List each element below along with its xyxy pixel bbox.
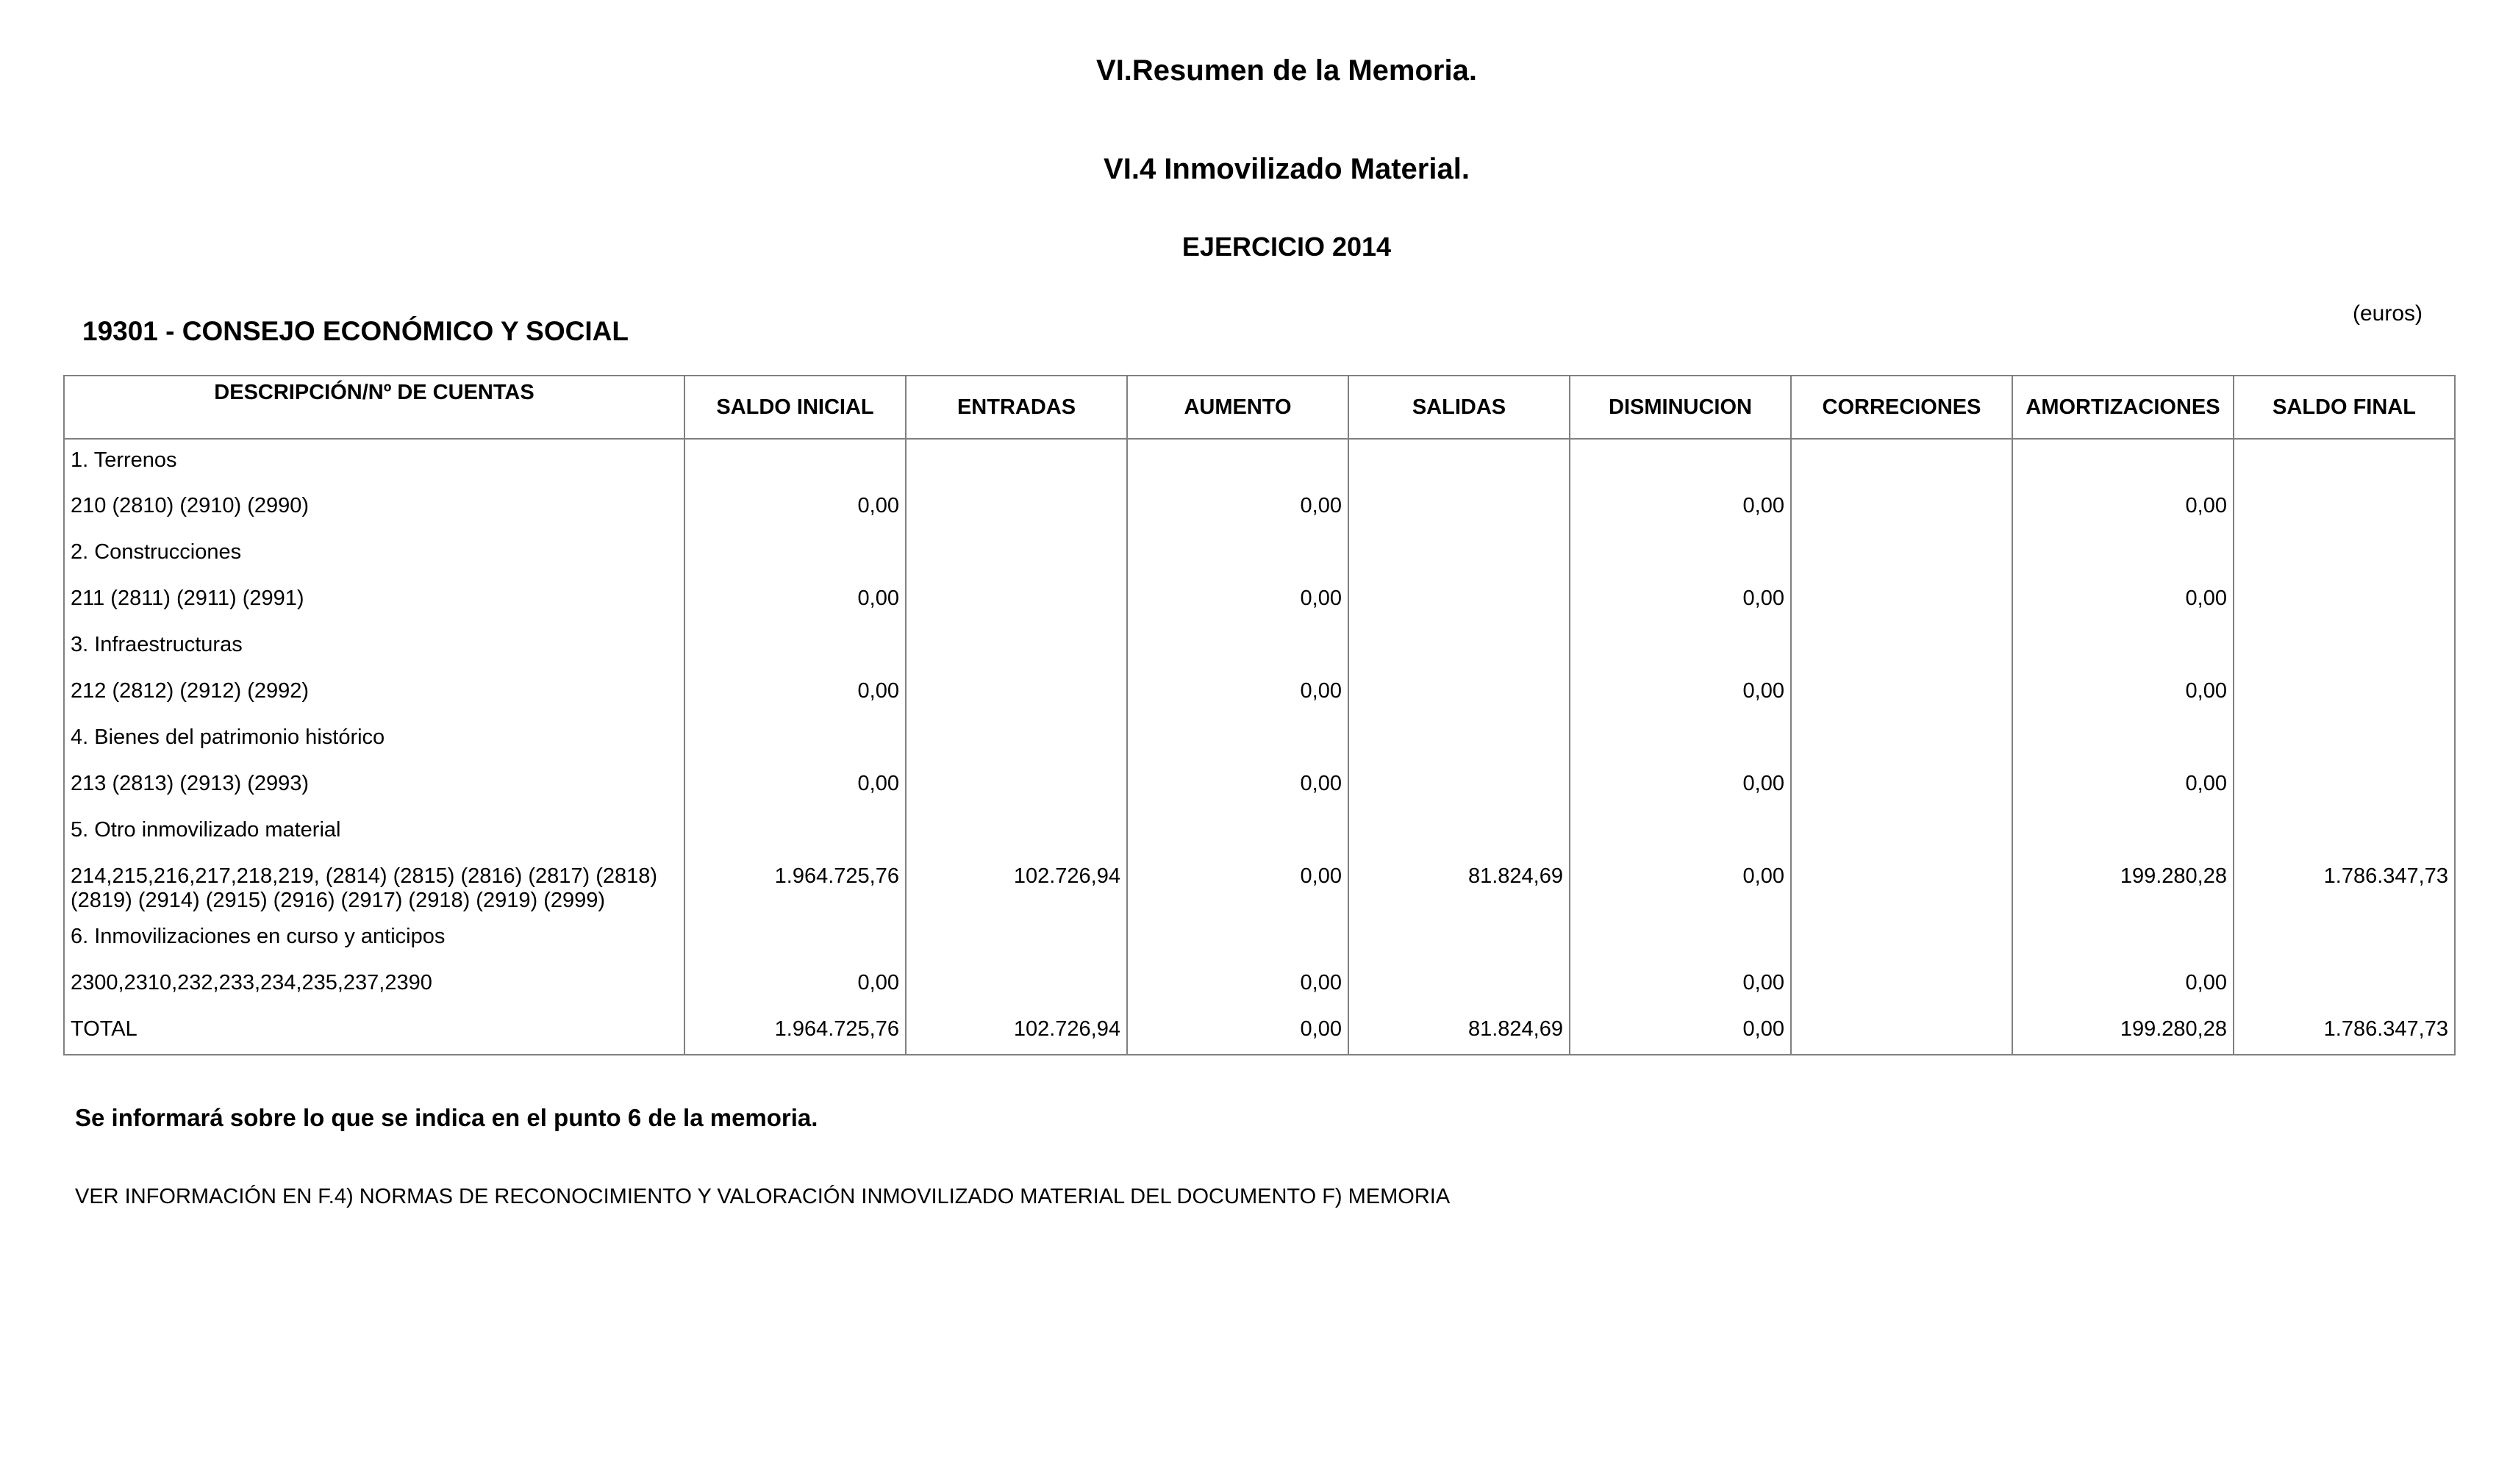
cell-saldo-inicial: 0,00 bbox=[684, 763, 906, 809]
table-row bbox=[64, 1008, 2455, 1055]
cell-disminucion: 0,00 bbox=[1570, 670, 1791, 717]
cell-correciones bbox=[1791, 670, 2012, 717]
header-salidas: SALIDAS bbox=[1348, 376, 1570, 439]
cell-salidas bbox=[1348, 578, 1570, 624]
cell-entradas bbox=[906, 531, 1127, 578]
cell-salidas bbox=[1348, 531, 1570, 578]
cell-saldo-inicial bbox=[684, 624, 906, 670]
header-correciones: CORRECIONES bbox=[1791, 376, 2012, 439]
cell-saldo-final bbox=[2234, 531, 2455, 578]
cell-disminucion bbox=[1570, 717, 1791, 763]
cell-saldo-inicial: 0,00 bbox=[684, 485, 906, 531]
cell-disminucion: 0,00 bbox=[1570, 856, 1791, 916]
cell-saldo-inicial bbox=[684, 439, 906, 485]
cell-desc: 1. Terrenos bbox=[64, 439, 684, 485]
cell-amortizaciones bbox=[2012, 439, 2234, 485]
cell-aumento: 0,00 bbox=[1127, 763, 1348, 809]
cell-aumento: 0,00 bbox=[1127, 856, 1348, 916]
cell-correciones bbox=[1791, 1008, 2012, 1055]
header-saldo-inicial: SALDO INICIAL bbox=[684, 376, 906, 439]
cell-saldo-final: 1.786.347,73 bbox=[2234, 856, 2455, 916]
cell-saldo-inicial: 0,00 bbox=[684, 670, 906, 717]
cell-disminucion bbox=[1570, 916, 1791, 962]
cell-amortizaciones bbox=[2012, 916, 2234, 962]
cell-entradas bbox=[906, 717, 1127, 763]
cell-entradas bbox=[906, 809, 1127, 856]
table-row bbox=[64, 809, 2455, 856]
cell-aumento bbox=[1127, 439, 1348, 485]
cell-saldo-inicial bbox=[684, 717, 906, 763]
cell-amortizaciones bbox=[2012, 717, 2234, 763]
table-row bbox=[64, 485, 2455, 531]
cell-correciones bbox=[1791, 962, 2012, 1008]
cell-amortizaciones: 0,00 bbox=[2012, 578, 2234, 624]
cell-salidas bbox=[1348, 809, 1570, 856]
cell-salidas bbox=[1348, 670, 1570, 717]
header-aumento: AUMENTO bbox=[1127, 376, 1348, 439]
cell-salidas bbox=[1348, 485, 1570, 531]
cell-saldo-inicial bbox=[684, 809, 906, 856]
cell-disminucion: 0,00 bbox=[1570, 763, 1791, 809]
cell-aumento: 0,00 bbox=[1127, 578, 1348, 624]
cell-desc: 3. Infraestructuras bbox=[64, 624, 684, 670]
table-row bbox=[64, 439, 2455, 485]
table-row bbox=[64, 856, 2455, 916]
cell-saldo-final bbox=[2234, 670, 2455, 717]
cell-saldo-inicial: 1.964.725,76 bbox=[684, 856, 906, 916]
cell-desc: 4. Bienes del patrimonio histórico bbox=[64, 717, 684, 763]
cell-amortizaciones: 199.280,28 bbox=[2012, 856, 2234, 916]
cell-saldo-inicial bbox=[684, 916, 906, 962]
cell-entradas bbox=[906, 578, 1127, 624]
cell-saldo-final bbox=[2234, 916, 2455, 962]
cell-desc: 211 (2811) (2911) (2991) bbox=[64, 578, 684, 624]
cell-entradas bbox=[906, 670, 1127, 717]
cell-disminucion bbox=[1570, 809, 1791, 856]
cell-salidas: 81.824,69 bbox=[1348, 856, 1570, 916]
cell-entradas bbox=[906, 763, 1127, 809]
cell-disminucion bbox=[1570, 531, 1791, 578]
cell-saldo-inicial: 0,00 bbox=[684, 578, 906, 624]
cell-amortizaciones: 0,00 bbox=[2012, 763, 2234, 809]
cell-amortizaciones: 0,00 bbox=[2012, 670, 2234, 717]
cell-entradas bbox=[906, 916, 1127, 962]
cell-amortizaciones: 0,00 bbox=[2012, 485, 2234, 531]
cell-aumento: 0,00 bbox=[1127, 962, 1348, 1008]
cell-saldo-final bbox=[2234, 624, 2455, 670]
cell-entradas: 102.726,94 bbox=[906, 856, 1127, 916]
cell-aumento bbox=[1127, 717, 1348, 763]
cell-disminucion: 0,00 bbox=[1570, 1008, 1791, 1055]
header-disminucion: DISMINUCION bbox=[1570, 376, 1791, 439]
currency-units: (euros) bbox=[2353, 301, 2423, 326]
table-row bbox=[64, 962, 2455, 1008]
cell-salidas: 81.824,69 bbox=[1348, 1008, 1570, 1055]
cell-saldo-final bbox=[2234, 962, 2455, 1008]
cell-desc: TOTAL bbox=[64, 1008, 684, 1055]
table-row bbox=[64, 624, 2455, 670]
cell-correciones bbox=[1791, 578, 2012, 624]
cell-aumento bbox=[1127, 916, 1348, 962]
cell-salidas bbox=[1348, 717, 1570, 763]
cell-correciones bbox=[1791, 439, 2012, 485]
cell-disminucion bbox=[1570, 624, 1791, 670]
table-row bbox=[64, 763, 2455, 809]
cell-saldo-final bbox=[2234, 717, 2455, 763]
cell-desc: 210 (2810) (2910) (2990) bbox=[64, 485, 684, 531]
cell-aumento bbox=[1127, 531, 1348, 578]
cell-disminucion: 0,00 bbox=[1570, 578, 1791, 624]
cell-desc: 214,215,216,217,218,219, (2814) (2815) (2816) (2817) (2818) (2819) (2914) (2915) (2916) (2917) (2918) (2919) (2999) bbox=[64, 856, 684, 916]
cell-salidas bbox=[1348, 624, 1570, 670]
cell-saldo-final bbox=[2234, 578, 2455, 624]
cell-amortizaciones: 0,00 bbox=[2012, 962, 2234, 1008]
cell-disminucion: 0,00 bbox=[1570, 485, 1791, 531]
cell-aumento bbox=[1127, 809, 1348, 856]
cell-salidas bbox=[1348, 763, 1570, 809]
cell-saldo-final: 1.786.347,73 bbox=[2234, 1008, 2455, 1055]
fiscal-year: EJERCICIO 2014 bbox=[1181, 232, 1392, 262]
cell-saldo-final bbox=[2234, 809, 2455, 856]
cell-desc: 213 (2813) (2913) (2993) bbox=[64, 763, 684, 809]
cell-saldo-final bbox=[2234, 439, 2455, 485]
cell-aumento: 0,00 bbox=[1127, 485, 1348, 531]
table-header-row bbox=[64, 376, 2455, 439]
cell-amortizaciones bbox=[2012, 624, 2234, 670]
cell-entradas bbox=[906, 439, 1127, 485]
header-amortizaciones: AMORTIZACIONES bbox=[2012, 376, 2234, 439]
cell-aumento: 0,00 bbox=[1127, 670, 1348, 717]
header-saldo-final: SALDO FINAL bbox=[2234, 376, 2455, 439]
cell-correciones bbox=[1791, 624, 2012, 670]
cell-amortizaciones: 199.280,28 bbox=[2012, 1008, 2234, 1055]
cell-saldo-final bbox=[2234, 485, 2455, 531]
cell-correciones bbox=[1791, 856, 2012, 916]
table-row bbox=[64, 578, 2455, 624]
cell-correciones bbox=[1791, 809, 2012, 856]
cell-correciones bbox=[1791, 717, 2012, 763]
cell-entradas bbox=[906, 624, 1127, 670]
section-title: VI.4 Inmovilizado Material. bbox=[1104, 153, 1470, 185]
cell-aumento: 0,00 bbox=[1127, 1008, 1348, 1055]
table-row bbox=[64, 670, 2455, 717]
reference-note: VER INFORMACIÓN EN F.4) NORMAS DE RECONOCIMIENTO Y VALORACIÓN INMOVILIZADO MATERIAL DEL DOCUMENTO F) MEMORIA bbox=[75, 1185, 1451, 1208]
cell-correciones bbox=[1791, 531, 2012, 578]
cell-correciones bbox=[1791, 916, 2012, 962]
cell-desc: 6. Inmovilizaciones en curso y anticipos bbox=[64, 916, 684, 962]
cell-aumento bbox=[1127, 624, 1348, 670]
cell-correciones bbox=[1791, 485, 2012, 531]
cell-desc: 212 (2812) (2912) (2992) bbox=[64, 670, 684, 717]
header-descripcion: DESCRIPCIÓN/Nº DE CUENTAS bbox=[64, 376, 684, 439]
cell-saldo-inicial bbox=[684, 531, 906, 578]
table-row bbox=[64, 531, 2455, 578]
entity-name: 19301 - CONSEJO ECONÓMICO Y SOCIAL bbox=[82, 316, 629, 346]
cell-amortizaciones bbox=[2012, 809, 2234, 856]
cell-desc: 2300,2310,232,233,234,235,237,2390 bbox=[64, 962, 684, 1008]
cell-disminucion: 0,00 bbox=[1570, 962, 1791, 1008]
cell-desc: 5. Otro inmovilizado material bbox=[64, 809, 684, 856]
cell-saldo-final bbox=[2234, 763, 2455, 809]
cell-saldo-inicial: 0,00 bbox=[684, 962, 906, 1008]
cell-saldo-inicial: 1.964.725,76 bbox=[684, 1008, 906, 1055]
cell-entradas bbox=[906, 485, 1127, 531]
cell-amortizaciones bbox=[2012, 531, 2234, 578]
header-entradas: ENTRADAS bbox=[906, 376, 1127, 439]
cell-salidas bbox=[1348, 962, 1570, 1008]
cell-disminucion bbox=[1570, 439, 1791, 485]
memo-note: Se informará sobre lo que se indica en el punto 6 de la memoria. bbox=[75, 1104, 818, 1131]
cell-desc: 2. Construcciones bbox=[64, 531, 684, 578]
fixed-assets-table bbox=[63, 375, 2456, 1055]
table-row bbox=[64, 916, 2455, 962]
cell-salidas bbox=[1348, 916, 1570, 962]
cell-salidas bbox=[1348, 439, 1570, 485]
report-title: VI.Resumen de la Memoria. bbox=[1096, 54, 1477, 87]
table-row bbox=[64, 717, 2455, 763]
cell-entradas: 102.726,94 bbox=[906, 1008, 1127, 1055]
cell-entradas bbox=[906, 962, 1127, 1008]
cell-correciones bbox=[1791, 763, 2012, 809]
